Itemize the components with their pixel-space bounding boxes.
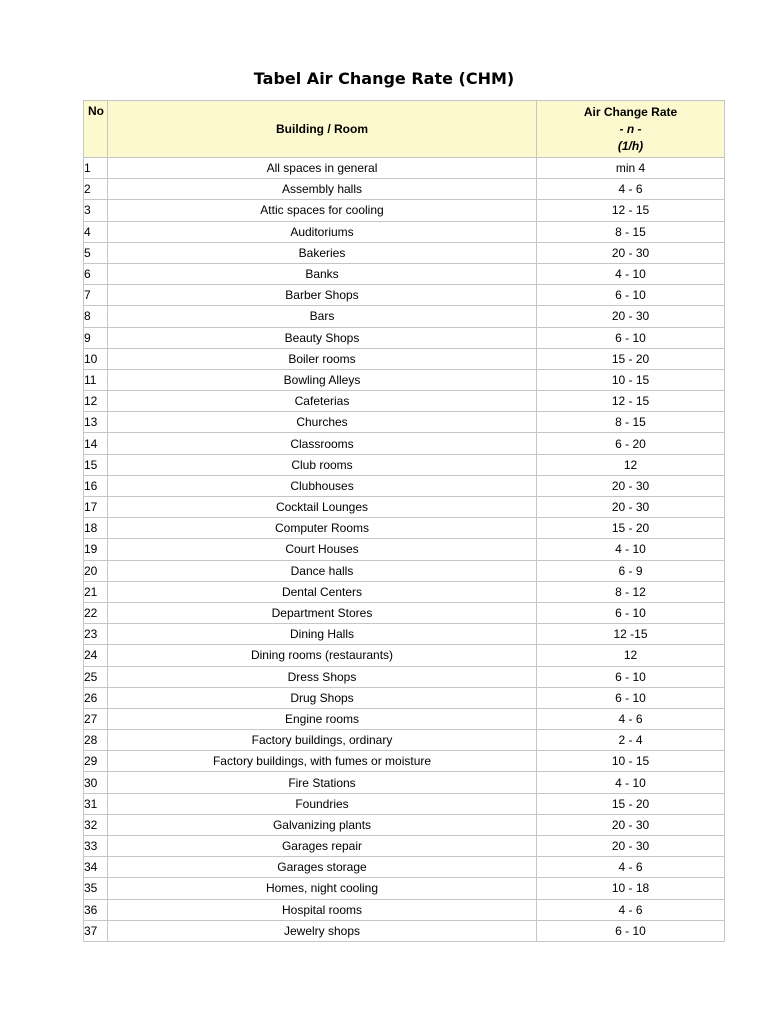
building-room-cell: Foundries [108,793,537,814]
air-change-rate-cell: 15 - 20 [537,793,725,814]
table-row [84,772,725,793]
row-number-cell: 37 [84,920,108,941]
air-change-rate-cell: 15 - 20 [537,348,725,369]
table-row [84,518,725,539]
building-room-cell: Bakeries [108,242,537,263]
row-number-cell: 36 [84,899,108,920]
building-room-cell: Classrooms [108,433,537,454]
column-header-no: No [84,101,108,158]
row-number-cell: 31 [84,793,108,814]
row-number-cell: 3 [84,200,108,221]
table-row [84,836,725,857]
table-row [84,497,725,518]
air-change-rate-cell: 12 - 15 [537,391,725,412]
table-body [84,158,725,942]
building-room-cell: Dress Shops [108,666,537,687]
row-number-cell: 25 [84,666,108,687]
row-number-cell: 4 [84,221,108,242]
row-number-cell: 20 [84,560,108,581]
building-room-cell: Computer Rooms [108,518,537,539]
building-room-cell: Garages repair [108,836,537,857]
row-number-cell: 29 [84,751,108,772]
building-room-cell: Cocktail Lounges [108,497,537,518]
row-number-cell: 12 [84,391,108,412]
table-row [84,645,725,666]
air-change-rate-cell: 4 - 6 [537,708,725,729]
building-room-cell: Drug Shops [108,687,537,708]
air-change-rate-cell: 6 - 10 [537,920,725,941]
air-change-rate-table [83,100,725,942]
table-row [84,263,725,284]
air-change-rate-cell: 10 - 18 [537,878,725,899]
column-header-rate-title: Air Change Rate [583,104,678,119]
row-number-cell: 35 [84,878,108,899]
air-change-rate-cell: 20 - 30 [537,242,725,263]
air-change-rate-cell: 12 - 15 [537,200,725,221]
table-row [84,920,725,941]
row-number-cell: 27 [84,708,108,729]
building-room-cell: Bars [108,306,537,327]
building-room-cell: Fire Stations [108,772,537,793]
building-room-cell: Clubhouses [108,475,537,496]
air-change-rate-cell: 8 - 15 [537,412,725,433]
table-row [84,221,725,242]
table-row [84,242,725,263]
building-room-cell: Department Stores [108,602,537,623]
row-number-cell: 24 [84,645,108,666]
row-number-cell: 19 [84,539,108,560]
row-number-cell: 8 [84,306,108,327]
building-room-cell: Homes, night cooling [108,878,537,899]
air-change-rate-cell: 6 - 10 [537,285,725,306]
page-title: Tabel Air Change Rate (CHM) [253,69,515,88]
building-room-cell: Garages storage [108,857,537,878]
row-number-cell: 16 [84,475,108,496]
table-row [84,878,725,899]
table-row [84,306,725,327]
row-number-cell: 9 [84,327,108,348]
air-change-rate-cell: 12 [537,454,725,475]
row-number-cell: 6 [84,263,108,284]
table-row [84,708,725,729]
air-change-rate-cell: 20 - 30 [537,836,725,857]
table-row [84,899,725,920]
row-number-cell: 1 [84,158,108,179]
table-header-row [84,101,725,158]
table-row [84,793,725,814]
air-change-rate-cell: 6 - 20 [537,433,725,454]
table-row [84,433,725,454]
building-room-cell: Club rooms [108,454,537,475]
building-room-cell: All spaces in general [108,158,537,179]
table-row [84,412,725,433]
air-change-rate-cell: 6 - 10 [537,602,725,623]
air-change-rate-cell: 2 - 4 [537,730,725,751]
row-number-cell: 10 [84,348,108,369]
building-room-cell: Court Houses [108,539,537,560]
air-change-rate-cell: 10 - 15 [537,751,725,772]
row-number-cell: 26 [84,687,108,708]
air-change-rate-cell: 4 - 6 [537,899,725,920]
row-number-cell: 34 [84,857,108,878]
row-number-cell: 17 [84,497,108,518]
table-row [84,560,725,581]
table-row [84,814,725,835]
table-row [84,602,725,623]
building-room-cell: Factory buildings, with fumes or moisture [108,751,537,772]
air-change-rate-cell: min 4 [537,158,725,179]
row-number-cell: 23 [84,624,108,645]
table-row [84,751,725,772]
column-header-building-room: Building / Room [108,101,537,158]
air-change-rate-cell: 6 - 10 [537,666,725,687]
table-row [84,200,725,221]
building-room-cell: Dining Halls [108,624,537,645]
building-room-cell: Engine rooms [108,708,537,729]
air-change-rate-cell: 4 - 6 [537,179,725,200]
table-row [84,454,725,475]
table-row [84,539,725,560]
air-change-rate-cell: 6 - 10 [537,327,725,348]
building-room-cell: Hospital rooms [108,899,537,920]
table-row [84,285,725,306]
building-room-cell: Auditoriums [108,221,537,242]
air-change-rate-cell: 6 - 10 [537,687,725,708]
air-change-rate-cell: 6 - 9 [537,560,725,581]
column-header-rate-unit: (1/h) [617,138,644,153]
table-row [84,581,725,602]
table-row [84,666,725,687]
building-room-cell: Factory buildings, ordinary [108,730,537,751]
table-row [84,369,725,390]
building-room-cell: Assembly halls [108,179,537,200]
row-number-cell: 18 [84,518,108,539]
air-change-rate-cell: 8 - 12 [537,581,725,602]
building-room-cell: Dance halls [108,560,537,581]
building-room-cell: Jewelry shops [108,920,537,941]
table-row [84,857,725,878]
building-room-cell: Cafeterias [108,391,537,412]
row-number-cell: 2 [84,179,108,200]
air-change-rate-cell: 12 -15 [537,624,725,645]
row-number-cell: 28 [84,730,108,751]
table-row [84,391,725,412]
building-room-cell: Beauty Shops [108,327,537,348]
building-room-cell: Galvanizing plants [108,814,537,835]
table-row [84,158,725,179]
air-change-rate-cell: 12 [537,645,725,666]
table-row [84,730,725,751]
row-number-cell: 13 [84,412,108,433]
table-row [84,624,725,645]
table-row [84,179,725,200]
building-room-cell: Boiler rooms [108,348,537,369]
column-header-rate-symbol: - n - [619,121,642,136]
table-row [84,475,725,496]
air-change-rate-cell: 15 - 20 [537,518,725,539]
building-room-cell: Dental Centers [108,581,537,602]
row-number-cell: 33 [84,836,108,857]
air-change-rate-cell: 4 - 10 [537,263,725,284]
table-row [84,687,725,708]
air-change-rate-cell: 20 - 30 [537,814,725,835]
air-change-rate-cell: 20 - 30 [537,475,725,496]
air-change-rate-cell: 8 - 15 [537,221,725,242]
building-room-cell: Barber Shops [108,285,537,306]
building-room-cell: Banks [108,263,537,284]
building-room-cell: Churches [108,412,537,433]
table-row [84,327,725,348]
table-row [84,348,725,369]
air-change-rate-cell: 4 - 10 [537,539,725,560]
air-change-rate-cell: 10 - 15 [537,369,725,390]
air-change-rate-cell: 20 - 30 [537,306,725,327]
row-number-cell: 22 [84,602,108,623]
row-number-cell: 11 [84,369,108,390]
air-change-rate-cell: 4 - 10 [537,772,725,793]
row-number-cell: 21 [84,581,108,602]
row-number-cell: 32 [84,814,108,835]
row-number-cell: 5 [84,242,108,263]
building-room-cell: Attic spaces for cooling [108,200,537,221]
row-number-cell: 7 [84,285,108,306]
air-change-rate-cell: 4 - 6 [537,857,725,878]
row-number-cell: 14 [84,433,108,454]
column-header-air-change-rate [537,101,725,158]
building-room-cell: Dining rooms (restaurants) [108,645,537,666]
row-number-cell: 30 [84,772,108,793]
building-room-cell: Bowling Alleys [108,369,537,390]
table-header [84,101,725,158]
air-change-rate-cell: 20 - 30 [537,497,725,518]
row-number-cell: 15 [84,454,108,475]
